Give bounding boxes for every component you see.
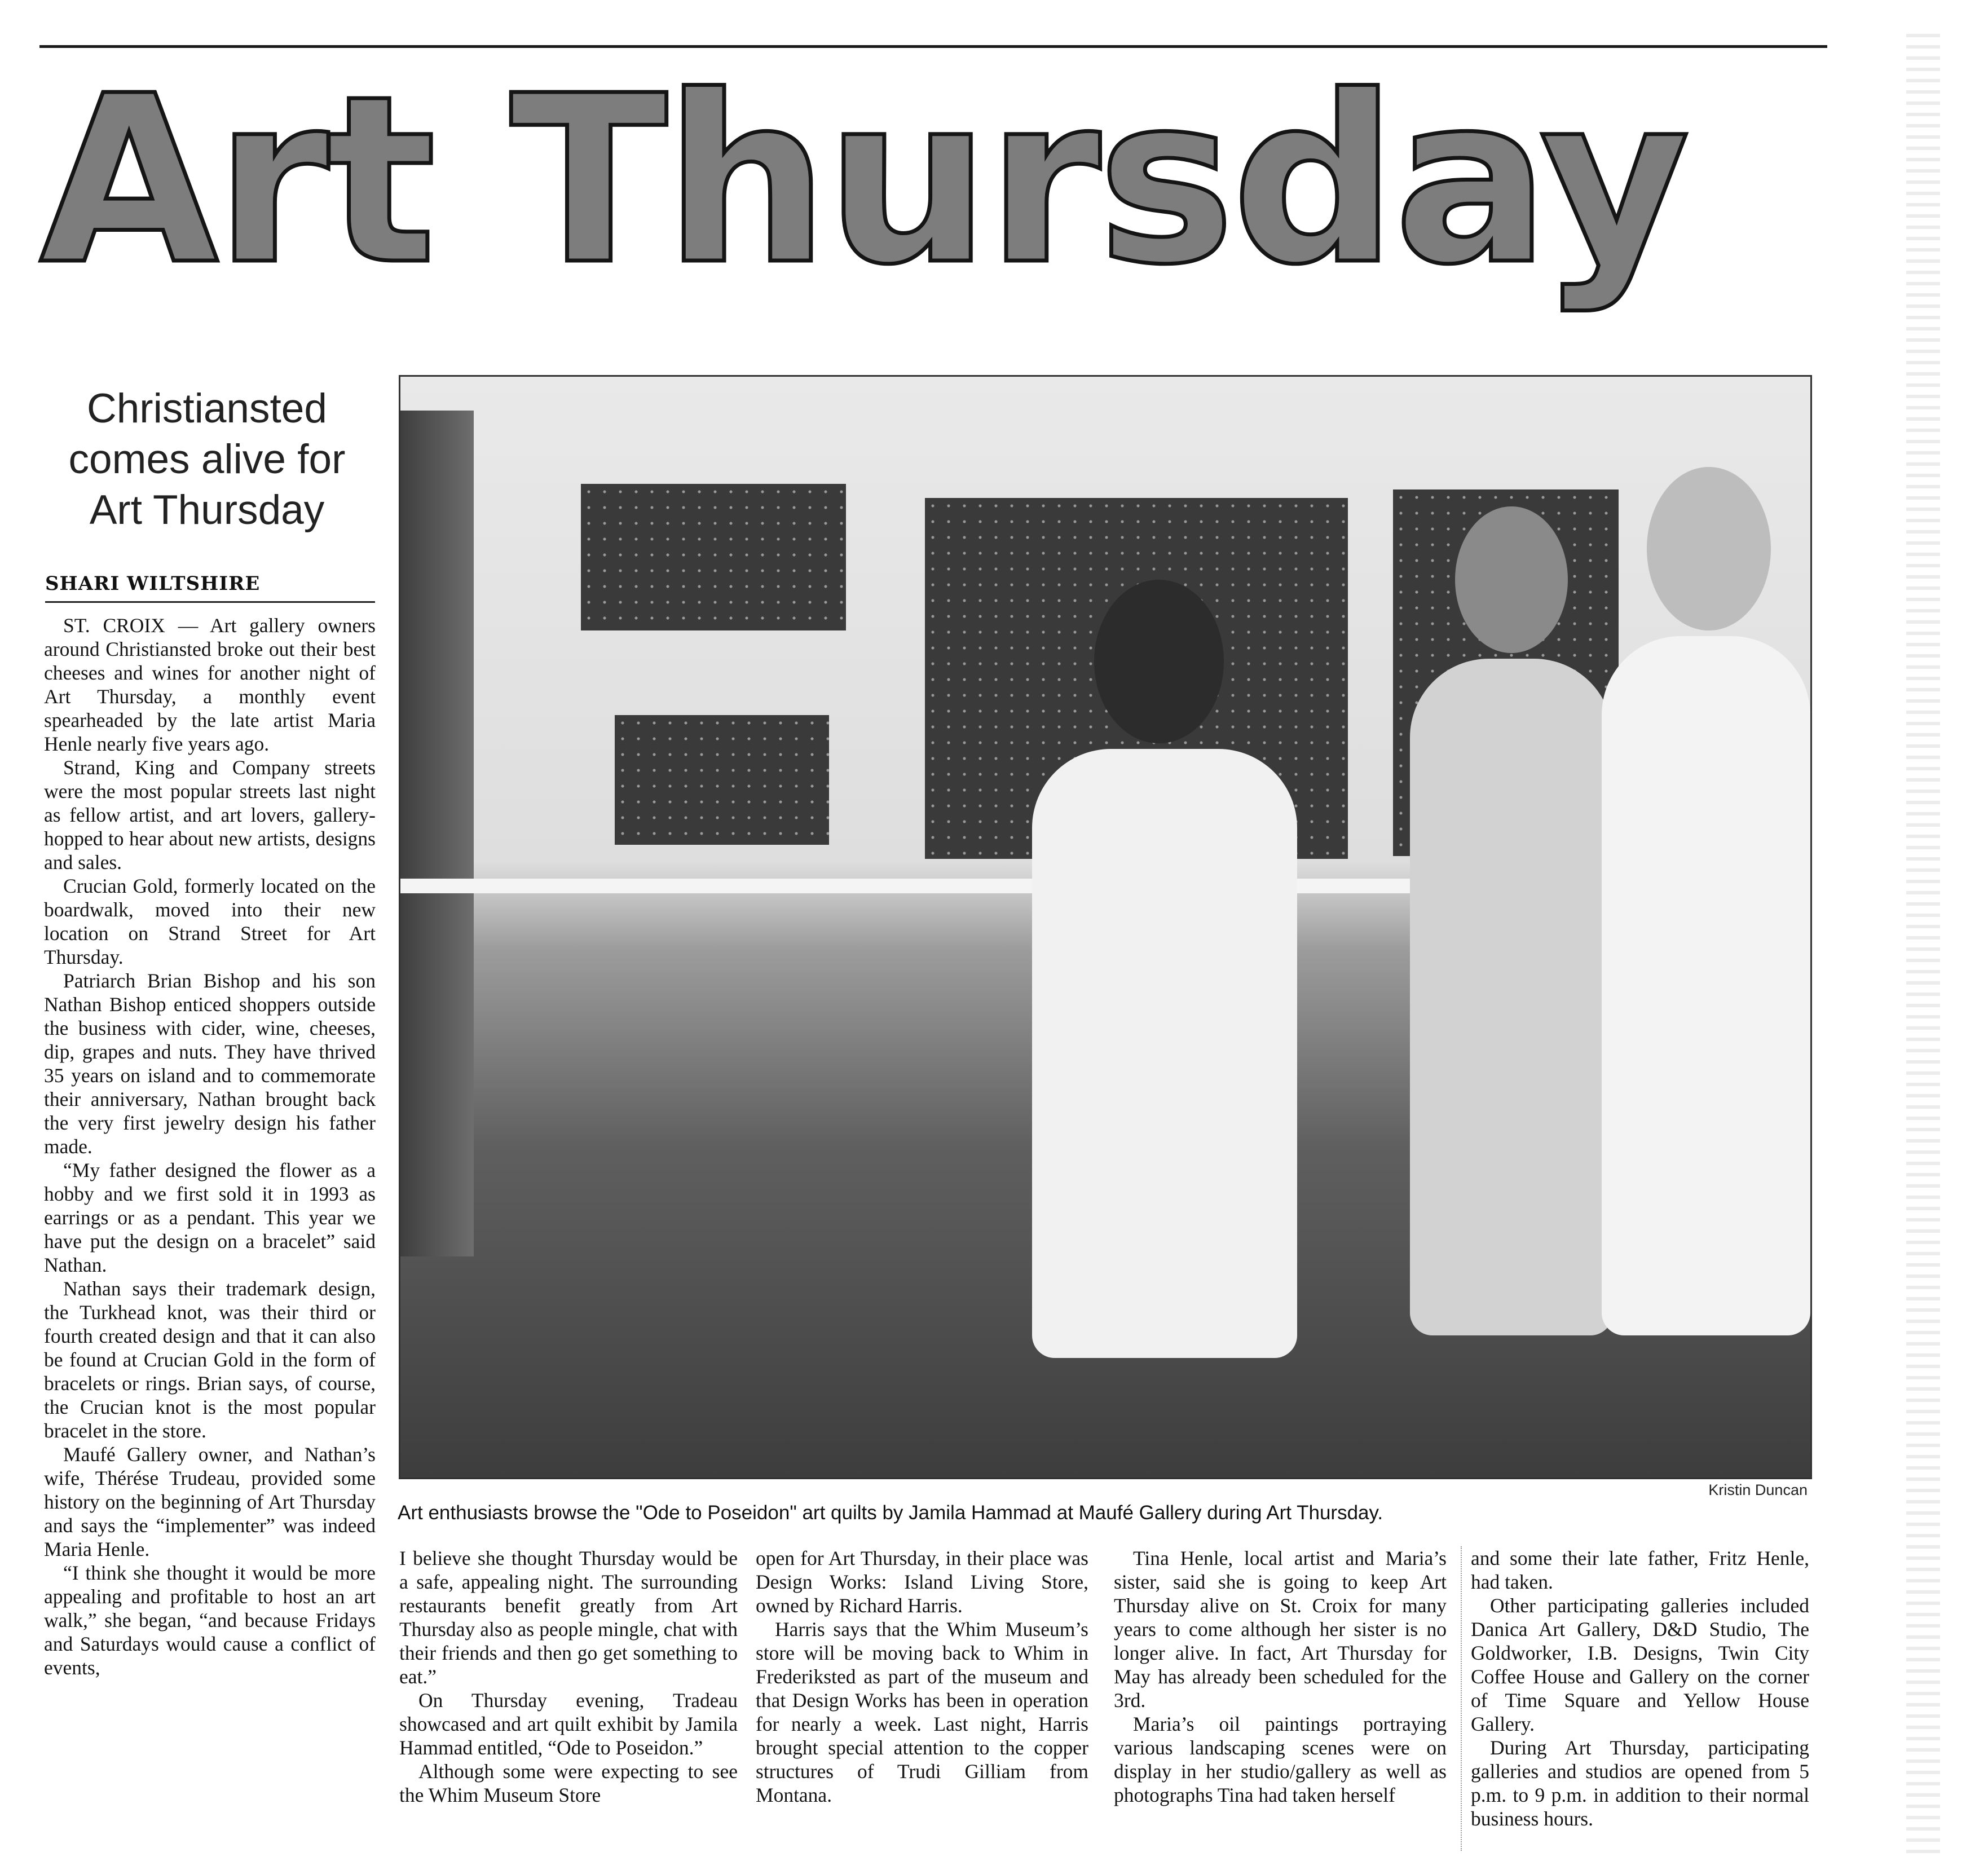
paragraph: and some their late father, Fritz Henle, had taken.: [1471, 1547, 1809, 1593]
article-column-4: [1114, 1546, 1447, 1807]
photo-credit: Kristin Duncan: [1708, 1481, 1808, 1498]
photo-caption: Art enthusiasts browse the "Ode to Poseidon" art quilts by Jamila Hammad at Maufé Gallery during Art Thursday.: [398, 1502, 1383, 1524]
paragraph: On Thursday evening, Tradeau showcased and art quilt exhibit by Jamila Hammad entitled, “Ode to Poseidon.”: [399, 1689, 738, 1759]
paragraph: Patriarch Brian Bishop and his son Nathan Bishop enticed shoppers outside the business with cider, wine, cheeses, dip, grapes and nuts. They have thrived 35 years on island and to commemorate their anniversary, Nathan brought back the very first jewelry design his father made.: [44, 969, 376, 1158]
paragraph: Nathan says their trademark design, the Turkhead knot, was their third or fourth created design and that it can also be found at Crucian Gold in the form of bracelets or rings. Brian says, of course, the Crucian knot is the most popular bracelet in the store.: [44, 1277, 376, 1442]
quilt-2: [615, 715, 829, 845]
paragraph: Crucian Gold, formerly located on the boardwalk, moved into their new location on Strand Street for Art Thursday.: [44, 875, 376, 968]
paragraph: Maria’s oil paintings portraying various landscaping scenes were on display in her studio/gallery as well as photographs Tina had taken herself: [1114, 1713, 1447, 1806]
article-column-5: [1471, 1546, 1809, 1831]
article-column-1: [44, 614, 376, 1679]
paragraph: Although some were expecting to see the Whim Museum Store: [399, 1760, 738, 1806]
person-right-2: [1596, 467, 1810, 1347]
quilt-1: [581, 484, 846, 630]
byline: SHARI WILTSHIRE: [45, 570, 375, 603]
paragraph: ST. CROIX — Art gallery owners around Christiansted broke out their best cheeses and wines for another night of Art Thursday, a monthly event spearheaded by the late artist Maria Henle nearly five years ago.: [44, 614, 376, 755]
paragraph: During Art Thursday, participating galleries and studios are opened from 5 p.m. to 9 p.m. in addition to their normal business hours.: [1471, 1736, 1809, 1830]
paragraph: Tina Henle, local artist and Maria’s sister, said she is going to keep Art Thursday alive on St. Croix for many years to come although her sister is no longer alive. In fact, Art Thursday for May has already been scheduled for the 3rd.: [1114, 1547, 1447, 1712]
photo-wall-left: [400, 411, 474, 1256]
page-edge-scan-artifact: [1906, 34, 1940, 1861]
paragraph: Other participating galleries included Danica Art Gallery, D&D Studio, The Goldworker, I.B. Designs, Twin City Coffee House and Gallery on the corner of Time Square and Yellow House Gallery.: [1471, 1594, 1809, 1735]
paragraph: Harris says that the Whim Museum’s store will be moving back to Whim in Frederiksted as part of the museum and that Design Works has been in operation for nearly a week. Last night, Harris brought special attention to the copper structures of Trudi Gilliam from Montana.: [756, 1618, 1088, 1806]
paragraph: I believe she thought Thursday would be a safe, appealing night. The surrounding restaurants benefit greatly from Art Thursday also as people mingle, chat with their friends and then go get something to eat.”: [399, 1547, 738, 1688]
article-column-3: [756, 1546, 1088, 1807]
paragraph: Maufé Gallery owner, and Nathan’s wife, Thérése Trudeau, provided some history on the beginning of Art Thursday and says the “implementer” was indeed Maria Henle.: [44, 1443, 376, 1560]
paragraph: “My father designed the flower as a hobby and we first sold it in 1993 as earrings or as a pendant. This year we have put the design on a bracelet” said Nathan.: [44, 1159, 376, 1276]
person-center: [981, 580, 1331, 1369]
headline: Art Thursday: [39, 46, 1687, 315]
paragraph: “I think she thought it would be more appealing and profitable to host an art walk,” she began, “and because Fridays and Saturdays would cause a conflict of events,: [44, 1562, 376, 1679]
paragraph: Strand, King and Company streets were the most popular streets last night as fellow artist, and art lovers, gallery-hopped to hear about new artists, designs and sales.: [44, 756, 376, 874]
column-divider: [1461, 1546, 1462, 1851]
paragraph: open for Art Thursday, in their place was Design Works: Island Living Store, owned by Richard Harris.: [756, 1547, 1088, 1617]
person-right-1: [1393, 506, 1630, 1352]
deck-subheadline: Christiansted comes alive for Art Thursday: [68, 386, 346, 533]
article-photo: [399, 375, 1812, 1479]
article-column-2: [399, 1546, 738, 1807]
